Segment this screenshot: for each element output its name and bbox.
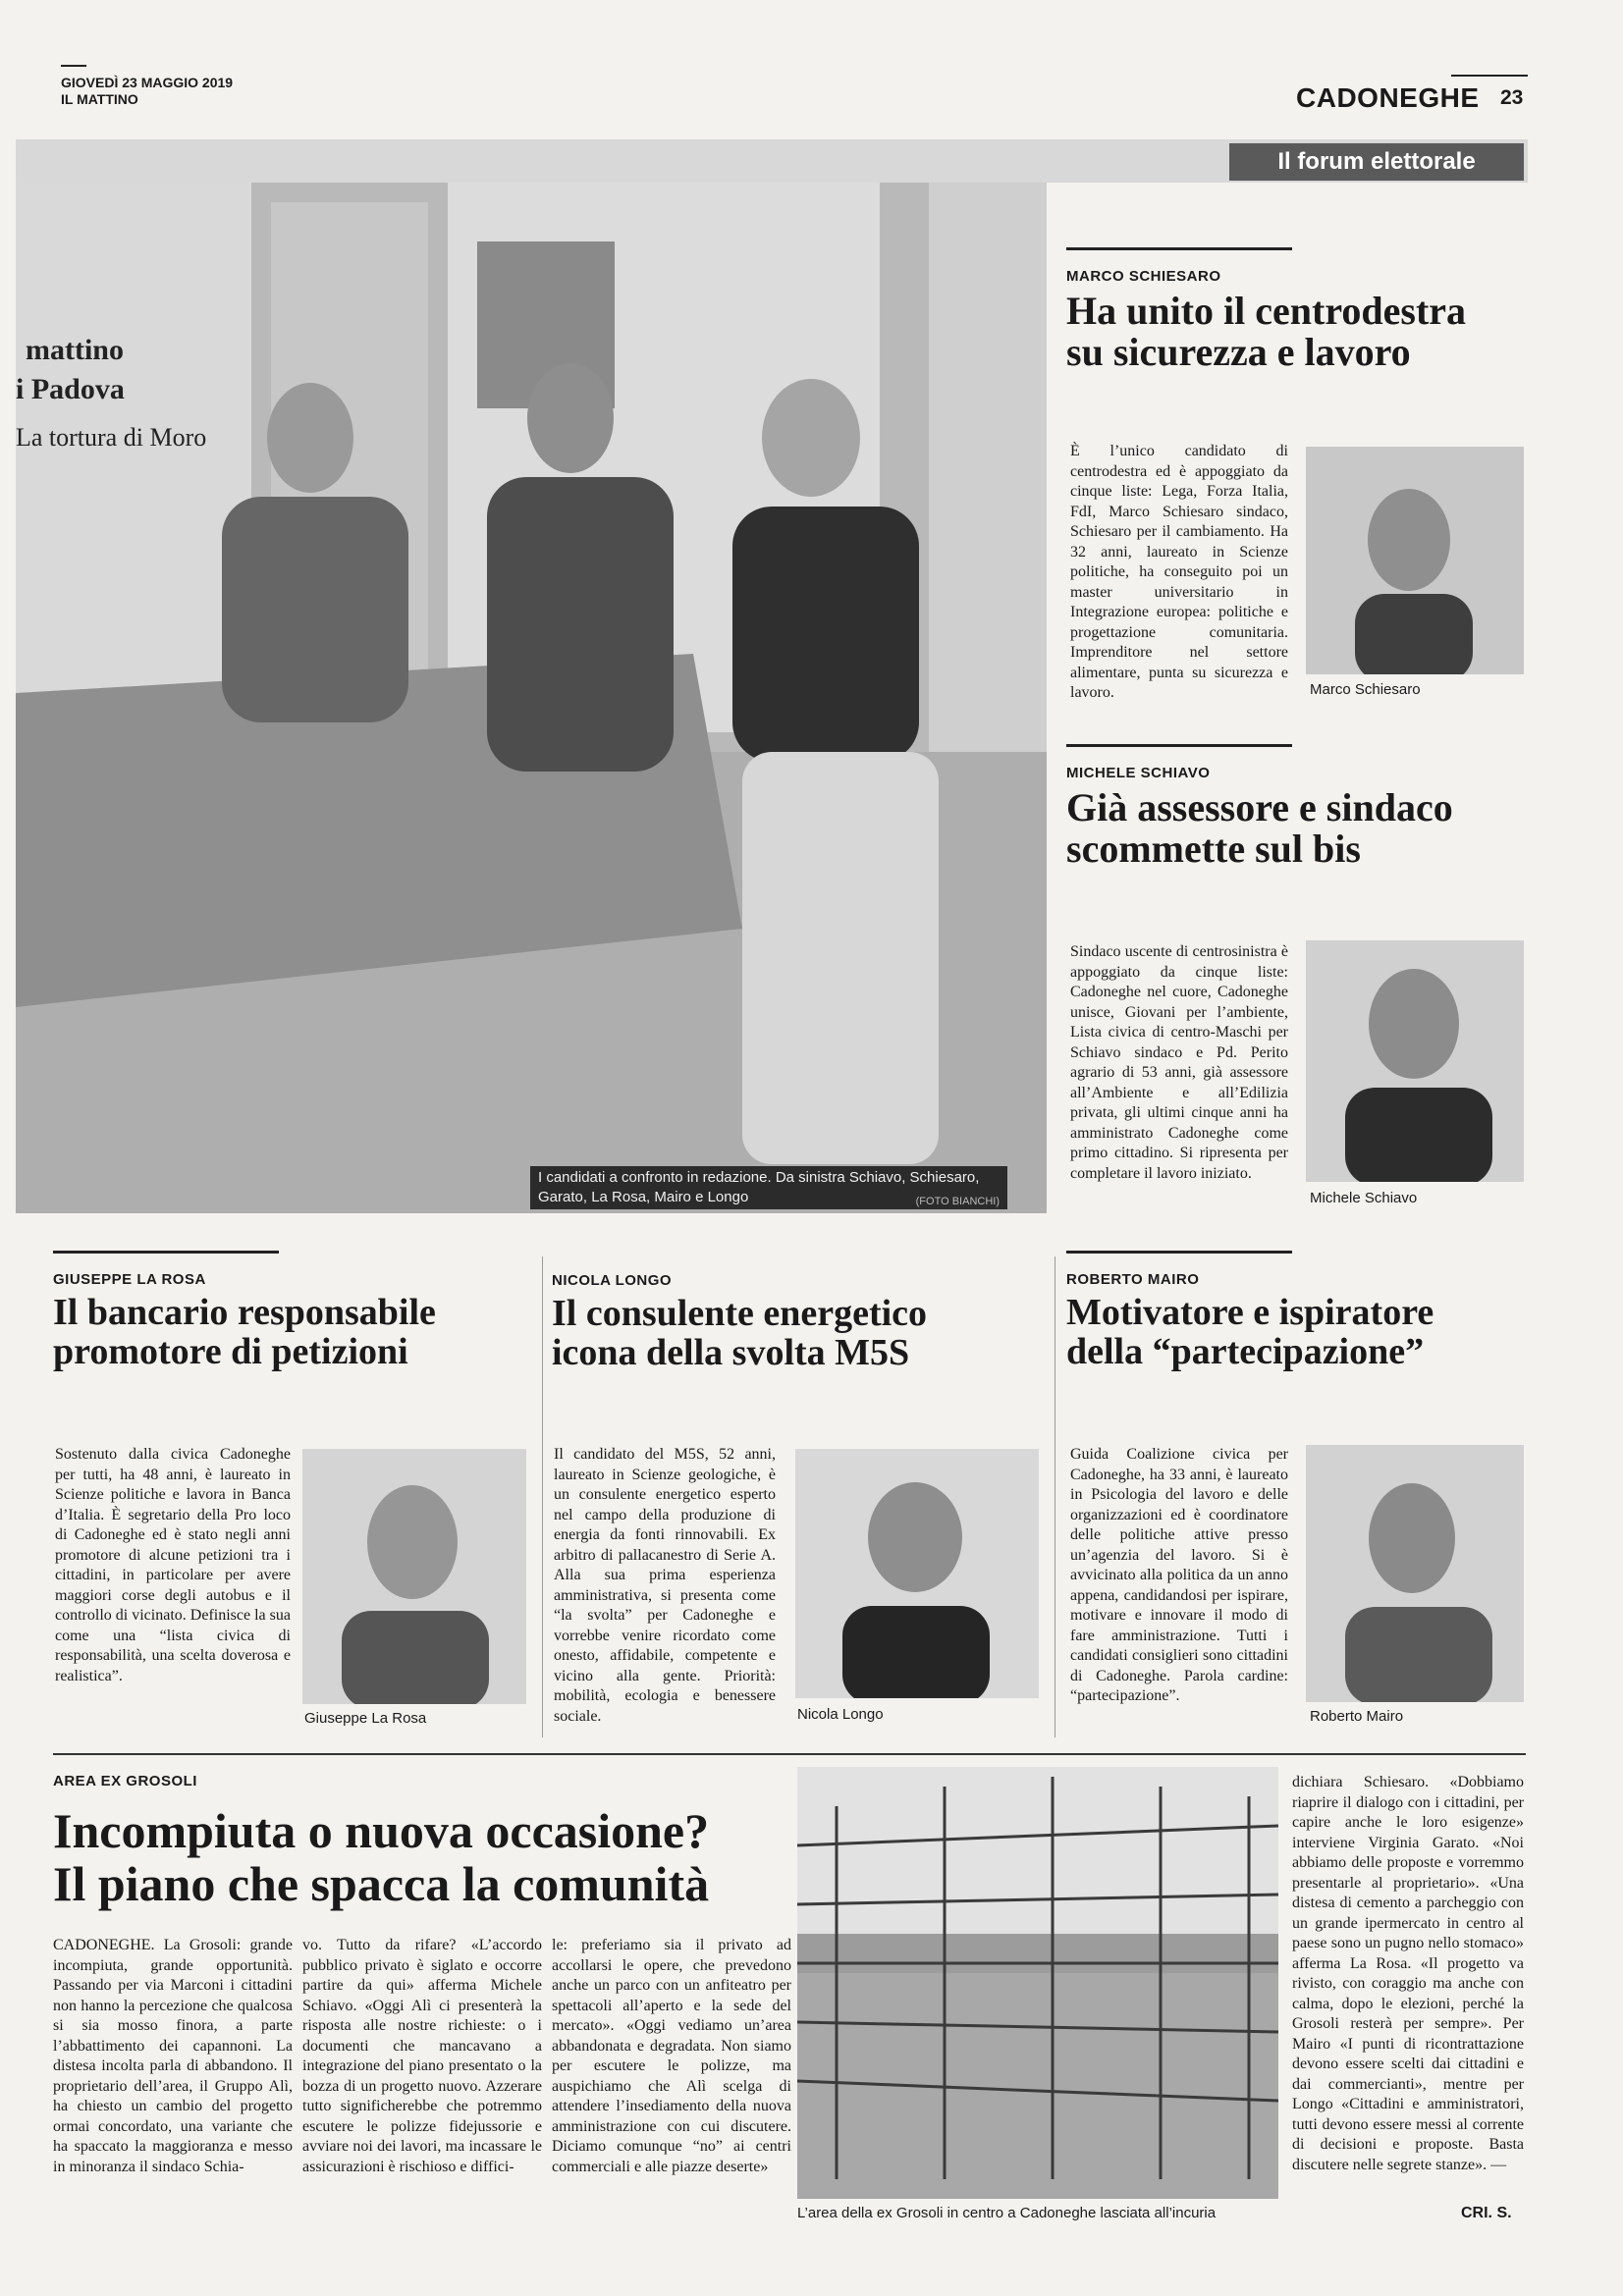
- article-mairo: [1066, 1251, 1528, 1372]
- photo-illustration: [797, 1767, 1278, 2199]
- article-column: le: preferiamo sia il privato ad accollarsi le opere, che prevedono anche un parco con un anfiteatro per spettacoli all’aperto e la sede del mercato». «Oggi vediamo un’area abbandonata e degradata. Non siamo per escutere le polizze, ma auspichiamo che Alì scelga di attendere l’insediamento della nuova amministrazione con cui discutere. Diciamo comunque “no” ai centri commerciali e alle piazze deserte»: [552, 1937, 791, 2175]
- masthead-rule: [1451, 75, 1528, 77]
- grosoli-photo: [797, 1767, 1278, 2199]
- photo-illustration: [16, 183, 1047, 1213]
- section-tag: Il forum elettorale: [1229, 143, 1524, 181]
- main-photo-caption: [530, 1166, 1007, 1209]
- headline: [53, 1804, 799, 1910]
- headline: [552, 1295, 1043, 1373]
- headline-line: Incompiuta o nuova occasione?: [53, 1803, 710, 1858]
- portrait-photo: [302, 1449, 526, 1704]
- portrait-caption: Marco Schiesaro: [1310, 681, 1421, 698]
- article-body: Sostenuto dalla civica Cadoneghe per tutti, ha 48 anni, è laureato in Scienze politiche e lavora in Banca d’Italia. È segretario della Pro loco di Cadoneghe ed è stato negli anni promotore di alcune petizioni tra i cittadini, in particolare per avere maggiori corse degli autobus e il controllo di vicinato. Definisce la sua come una “lista civica di responsabilità, una scelta doverosa e realistica”.: [55, 1446, 291, 1684]
- portrait-illustration: [1306, 1445, 1524, 1702]
- portrait-illustration: [1306, 940, 1524, 1182]
- masthead-rule: [61, 65, 86, 67]
- publication-name: IL MATTINO: [61, 91, 138, 107]
- photo-credit: (FOTO BIANCHI): [915, 1196, 1000, 1207]
- portrait-caption: Roberto Mairo: [1310, 1708, 1404, 1725]
- kicker-rule: [1066, 247, 1292, 250]
- headline-line: Già assessore e sindaco: [1066, 785, 1453, 829]
- bg-paper-city: i Padova: [16, 373, 125, 405]
- headline-line: Ha unito il centrodestra: [1066, 289, 1467, 333]
- portrait-photo: [1306, 940, 1524, 1182]
- portrait-illustration: [1306, 447, 1524, 674]
- headline: [1066, 1294, 1528, 1372]
- headline-line: Motivatore e ispiratore: [1066, 1292, 1434, 1333]
- kicker: AREA EX GROSOLI: [53, 1773, 197, 1789]
- headline-line: Il consulente energetico: [552, 1293, 928, 1334]
- headline-line: Il bancario responsabile: [53, 1292, 436, 1333]
- kicker: NICOLA LONGO: [552, 1272, 673, 1289]
- kicker: GIUSEPPE LA ROSA: [53, 1271, 206, 1288]
- grosoli-photo-caption: L’area della ex Grosoli in centro a Cadoneghe lasciata all’incuria: [797, 2205, 1217, 2221]
- headline-line: su sicurezza e lavoro: [1066, 330, 1411, 374]
- article-schiavo: [1066, 744, 1528, 870]
- portrait-photo: [1306, 1445, 1524, 1702]
- headline-line: promotore di petizioni: [53, 1330, 408, 1372]
- caption-text: I candidati a confronto in redazione. Da sinistra Schiavo, Schiesaro, Garato, La Rosa, Mairo e Longo: [538, 1169, 980, 1205]
- bg-paper-title: mattino: [26, 334, 124, 366]
- kicker-rule: [1066, 744, 1292, 747]
- article-schiesaro: [1066, 247, 1528, 373]
- headline-line: Il piano che spacca la comunità: [53, 1856, 710, 1911]
- portrait-photo: [1306, 447, 1524, 674]
- portrait-caption: Michele Schiavo: [1310, 1190, 1418, 1206]
- kicker: MICHELE SCHIAVO: [1066, 765, 1211, 781]
- article-column: CADONEGHE. La Grosoli: grande incompiuta, grande opportunità. Passando per via Marconi i cittadini non hanno la percezione che qualcosa si sia mosso finora, a parte l’abbattimento dei capannoni. La distesa incolta parla di abbandono. Il proprietario dell’area, il Gruppo Alì, ha chiesto un cambio del progetto ormai concordato, una variante che ha spaccato la maggioranza e messo in minoranza il sindaco Schia-: [53, 1937, 293, 2175]
- article-column: dichiara Schiesaro. «Dobbiamo riaprire il dialogo con i cittadini, per capire anche le loro esigenze» interviene Virginia Garato. «Noi abbiamo delle proposte e vorremmo presentarle al proprietario». «Una distesa di cemento a parcheggio con un grande ipermercato in centro al paese sono un pugno nello stomaco» afferma La Rosa. «Il progetto va rivisto, con coraggio ma anche con calma, dopo le elezioni, perché la Grosoli resterà per sempre». Per Mairo «I punti di ricontrattazione devono essere scelti dai cittadini e dai commercianti», mentre per Longo «Cittadini e amministratori, tutti devono essere messi al corrente di decisioni e proposte. Basta discutere nelle segrete stanze». —: [1292, 1774, 1524, 2173]
- kicker: MARCO SCHIESARO: [1066, 268, 1221, 285]
- article-body: È l’unico candidato di centrodestra ed è appoggiato da cinque liste: Lega, Forza Italia, FdI, Marco Schiesaro sindaco, Schiesaro per il cambiamento. Ha 32 anni, laureato in Scienze politiche, ha conseguito poi un master universitario in Integrazione europea: politiche e progettazione comunitaria. Imprenditore nel settore alimentare, punta su sicurezza e lavoro.: [1070, 443, 1288, 701]
- column-rule: [542, 1256, 543, 1737]
- headline: [1066, 291, 1528, 373]
- article-body: Guida Coalizione civica per Cadoneghe, ha 33 anni, è laureato in Psicologia del lavoro e delle organizzazioni ed è coordinatore delle politiche attive presso un’agenzia del lavoro. Si è avvicinato alla politica da un anno appena, candidandosi per ispirare, motivare e innovare il modo di fare amministrazione. Tutti i candidati consiglieri sono cittadini di Cadoneghe. Parola cardine: “partecipazione”.: [1070, 1446, 1288, 1704]
- portrait-illustration: [302, 1449, 526, 1704]
- kicker-rule: [53, 1251, 279, 1254]
- portrait-illustration: [795, 1449, 1039, 1698]
- section-name: CADONEGHE: [1296, 82, 1480, 113]
- headline: [1066, 787, 1528, 870]
- article-body: Il candidato del M5S, 52 anni, laureato in Scienze geologiche, è un consulente energetico esperto nel campo della produzione di energia da fonti rinnovabili. Ex arbitro di pallacanestro di Serie A. Alla sua prima esperienza amministrativa, si presenta come “la svolta” per Cadoneghe e vorrebbe venire ricordato come onesto, affidabile, competente e vicino alla gente. Priorità: mobilità, ecologia e benessere sociale.: [554, 1446, 776, 1725]
- section-divider: [53, 1753, 1526, 1755]
- portrait-photo: [795, 1449, 1039, 1698]
- bg-paper-headline: La tortura di Moro: [16, 423, 207, 452]
- kicker-rule: [1066, 1251, 1292, 1254]
- article-larosa: [53, 1251, 534, 1372]
- article-body: Sindaco uscente di centrosinistra è appoggiato da cinque liste: Cadoneghe nel cuore, Cadoneghe unisce, Giovani per l’ambiente, Lista civica di centro-Maschi per Schiavo sindaco e Pd. Perito agrario di 53 anni, già assessore all’Ambiente e all’Edilizia privata, gli ultimi cinque anni ha amministrato Cadoneghe come primo cittadino. Si ripresenta per completare il lavoro iniziato.: [1070, 943, 1288, 1182]
- headline: [53, 1294, 534, 1372]
- article-longo: [552, 1272, 1043, 1373]
- page-number: 23: [1500, 86, 1524, 109]
- author-signature: CRI. S.: [1461, 2205, 1512, 2221]
- publication-date: GIOVEDÌ 23 MAGGIO 2019: [61, 75, 234, 90]
- main-photo: [16, 183, 1047, 1213]
- portrait-caption: Nicola Longo: [797, 1706, 884, 1723]
- masthead: [61, 75, 233, 108]
- portrait-caption: Giuseppe La Rosa: [304, 1710, 427, 1727]
- kicker: ROBERTO MAIRO: [1066, 1271, 1200, 1288]
- headline-line: della “partecipazione”: [1066, 1330, 1425, 1372]
- headline-line: scommette sul bis: [1066, 827, 1361, 871]
- article-column: vo. Tutto da rifare? «L’accordo pubblico privato è siglato e occorre partire da qui» afferma Michele Schiavo. «Oggi Alì ci presenterà la risposta alle nostre richieste: o i documenti che mancavano a integrazione del piano presentato o la bozza di un progetto nuovo. Azzerare tutto significherebbe che potremmo escutere le polizze fidejussorie e avviare noi dei lavori, ma incassare le assicurazioni è rischioso e diffici-: [302, 1937, 542, 2175]
- headline-line: icona della svolta M5S: [552, 1331, 910, 1373]
